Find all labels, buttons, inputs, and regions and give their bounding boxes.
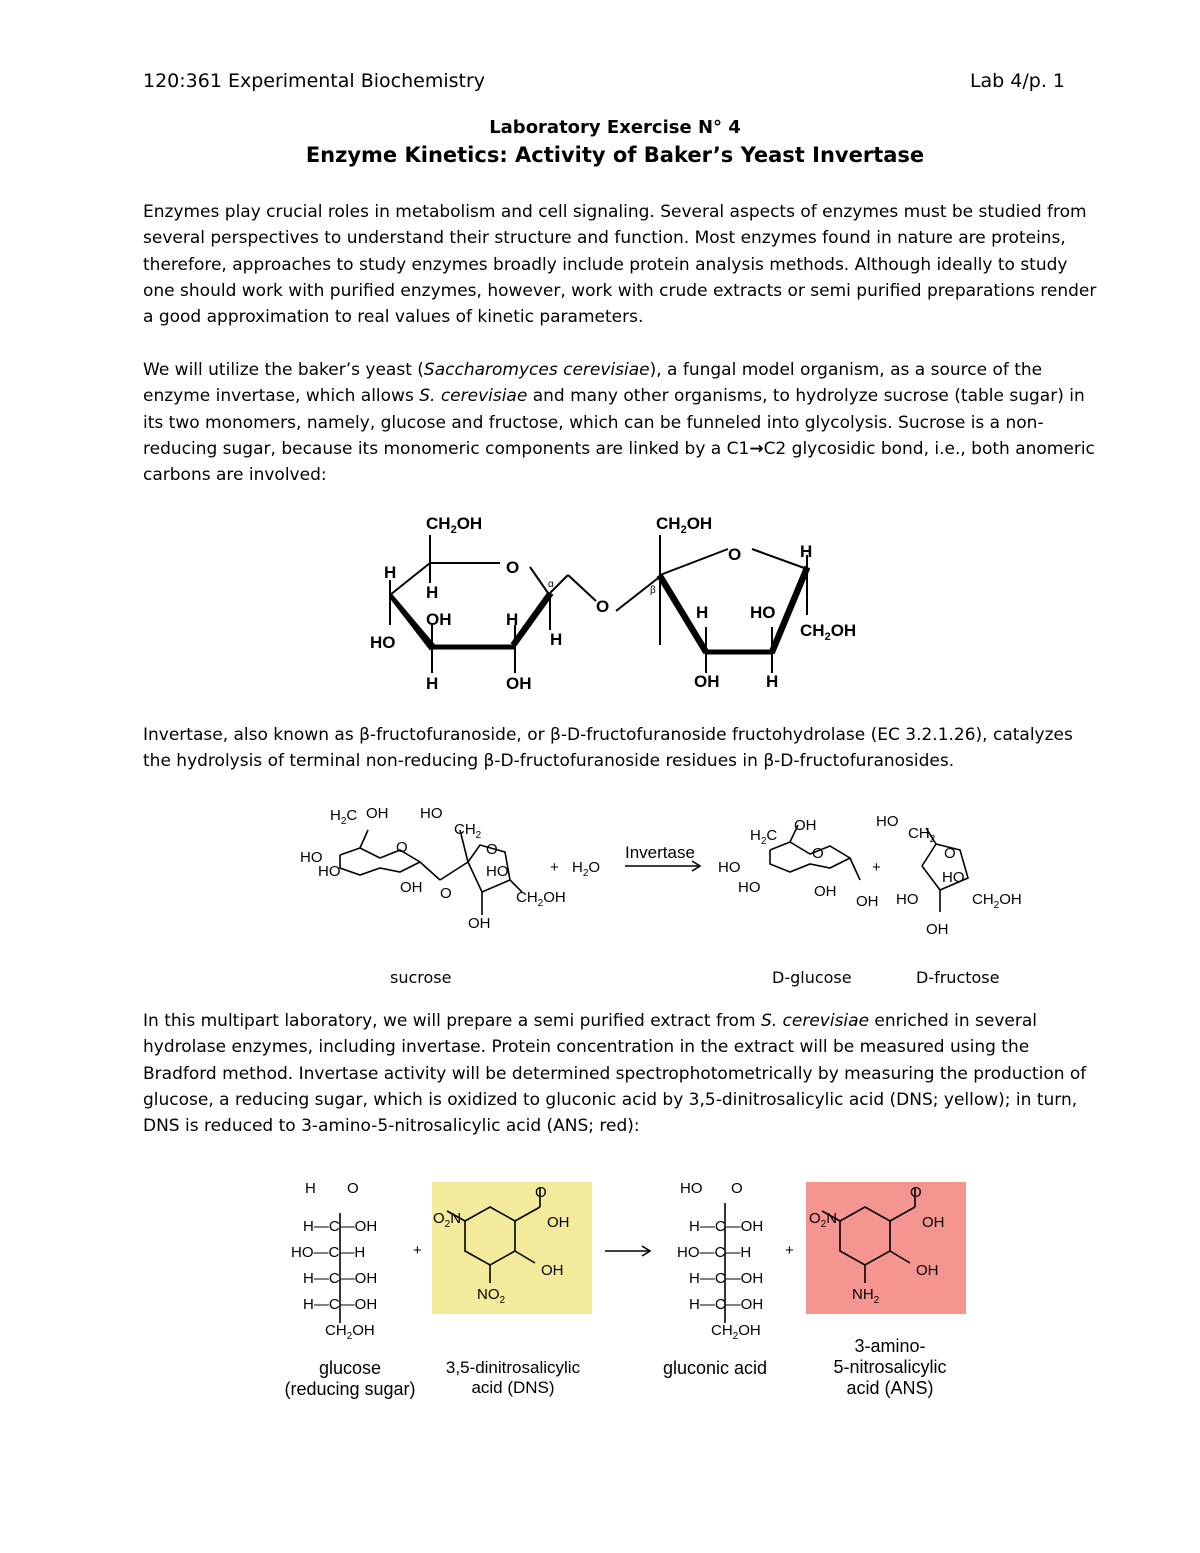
svg-text:+: + [872,859,881,876]
sucrose-haworth-structure [360,505,900,705]
svg-text:H: H [696,603,709,622]
svg-text:O2N: $O_2N$ [433,1210,462,1230]
svg-text:H: H [305,1180,316,1197]
svg-text:HO: HO [486,863,509,880]
svg-text:OH: OH [922,1214,945,1231]
svg-text:Invertase: Invertase [625,843,695,862]
svg-text:OH: OH [926,921,949,938]
invertase-reaction-scheme [300,800,1040,945]
svg-text:HO—C—H: HO—C—H [677,1244,752,1261]
svg-text:CH2: $CH_2$ [454,821,482,841]
svg-text:O: O [812,845,824,862]
svg-text:O: O [486,841,498,858]
svg-text:H—C—OH: H—C—OH [689,1218,764,1235]
svg-text:CH2OH: $CH_2OH$ [426,514,483,536]
svg-text:O: O [596,597,610,616]
svg-text:CH2OH: $CH_2OH$ [800,621,857,643]
svg-text:H: H [426,583,439,602]
svg-text:O: O [440,885,452,902]
svg-text:O2N: $O_2N$ [809,1210,838,1230]
svg-text:HO: HO [738,879,761,896]
svg-text:HO: HO [942,869,965,886]
page-number: Lab 4/p. 1 [969,70,1065,92]
svg-text:H—C—OH: H—C—OH [689,1296,764,1313]
svg-text:O: O [396,839,408,856]
svg-text:OH: OH [366,805,389,822]
svg-text:H2O: $H_2O$ [572,859,601,879]
svg-text:O: O [728,545,742,564]
svg-text:H—C—OH: H—C—OH [689,1270,764,1287]
lab-exercise-title: Laboratory Exercise N° 4 [489,117,741,138]
glucose-caption: glucose (reducing sugar) [284,1358,416,1399]
svg-text:NH2: $NH_2$ [852,1286,880,1306]
svg-text:H2C: $H_2C$ [330,807,358,827]
svg-text:HO: HO [420,805,443,822]
svg-text:H: H [384,563,397,582]
svg-text:HO: HO [896,891,919,908]
svg-text:H2C: $H_2C$ [750,827,778,847]
svg-text:OH: OH [856,893,879,910]
svg-text:HO: HO [876,813,899,830]
course-header: 120:361 Experimental Biochemistry [143,70,486,92]
right-arrow-icon: → [749,438,764,459]
svg-text:OH: OH [916,1262,939,1279]
svg-text:O: O [535,1184,547,1201]
intro-paragraph: Enzymes play crucial roles in metabolism and cell signaling. Several aspects of enzymes must be studied from several perspectives to understand their structure and function. Most enzymes found in nature are proteins, therefore, approaches to study enzymes broadly include protein analysis methods. Although ideally to study one should work with purified enzymes, however, work with crude extracts or semi purified preparations render a good approximation to real values of kinetic parameters. [143,202,1097,328]
svg-text:HO: HO [750,603,776,622]
yeast-paragraph: We will utilize the baker’s yeast (Saccharomyces cerevisiae), a fungal model organism, as a source of the enzyme invertase, which allows S. cerevisiae and many other organisms, to hydrolyze sucrose (table sugar) in its two monomers, namely, glucose and fructose, which can be funneled into glycolysis. Sucrose is a non-reducing sugar, because its monomeric components are linked by a C1→C2 glycosidic bond, i.e., both anomeric carbons are involved: [143,360,1095,486]
gluconic-acid-caption: gluconic acid [662,1358,768,1378]
svg-text:O: O [347,1180,359,1197]
svg-text:HO: HO [370,633,396,652]
svg-text:β: β [650,585,656,596]
svg-text:H—C—OH: H—C—OH [303,1296,378,1313]
svg-text:H: H [550,630,563,649]
svg-text:O: O [910,1184,922,1201]
svg-text:OH: OH [814,883,837,900]
svg-text:CH2OH: $CH_2OH$ [325,1322,375,1342]
invertase-paragraph: Invertase, also known as β-fructofuranoside, or β-D-fructofuranoside fructohydrolase (EC 3.2.1.26), catalyzes the hydrolysis of terminal non-reducing β-D-fructofuranoside residues in β-D-fructofuranosides. [143,725,1073,772]
sucrose-label: sucrose [390,968,452,987]
dns-reaction-scheme [285,1175,985,1350]
ans-caption: 3-amino- 5-nitrosalicylic acid (ANS) [833,1336,947,1398]
svg-text:HO: HO [680,1180,703,1197]
svg-text:OH: OH [506,674,532,693]
svg-text:HO—C—H: HO—C—H [291,1244,366,1261]
svg-text:O: O [944,845,956,862]
svg-text:CH2OH: $CH_2OH$ [711,1322,761,1342]
svg-text:HO: HO [718,859,741,876]
d-glucose-label: D-glucose [772,968,852,987]
svg-text:+: + [413,1242,422,1259]
svg-text:H: H [766,672,779,691]
lab-main-title: Enzyme Kinetics: Activity of Baker’s Yeast Invertase [305,143,925,167]
dns-caption: 3,5-dinitrosalicylic acid (DNS) [445,1358,581,1397]
svg-text:+: + [550,859,559,876]
svg-text:OH: OH [547,1214,570,1231]
svg-text:CH2: $CH_2$ [908,825,936,845]
svg-text:CH2OH: $CH_2OH$ [972,891,1022,911]
svg-text:OH: OH [468,915,491,932]
svg-text:OH: OH [426,610,452,629]
svg-text:OH: OH [694,672,720,691]
svg-text:H: H [426,674,439,693]
svg-text:H: H [800,542,813,561]
d-fructose-label: D-fructose [916,968,1000,987]
svg-text:CH2OH: $CH_2OH$ [656,514,713,536]
svg-text:CH2OH: $CH_2OH$ [516,889,566,909]
svg-text:OH: OH [400,879,423,896]
svg-text:O: O [506,558,520,577]
svg-text:+: + [785,1242,794,1259]
svg-text:HO: HO [318,863,341,880]
svg-text:H—C—OH: H—C—OH [303,1270,378,1287]
multipart-lab-paragraph: In this multipart laboratory, we will prepare a semi purified extract from S. cerevisiae enriched in several hydrolase enzymes, including invertase. Protein concentration in the extract will be measured using the Bradford method. Invertase activity will be determined spectrophotometrically by measuring the production of glucose, a reducing sugar, which is oxidized to gluconic acid by 3,5-dinitrosalicylic acid (DNS; yellow); in turn, DNS is reduced to 3-amino-5-nitrosalicylic acid (ANS; red): [143,1011,1087,1137]
svg-text:NO2: $NO_2$ [477,1286,506,1306]
svg-text:H—C—OH: H—C—OH [303,1218,378,1235]
svg-text:O: O [731,1180,743,1197]
svg-text:OH: OH [541,1262,564,1279]
svg-text:OH: OH [794,817,817,834]
svg-text:HO: HO [300,849,323,866]
svg-text:H: H [506,610,519,629]
svg-text:α: α [548,579,554,590]
